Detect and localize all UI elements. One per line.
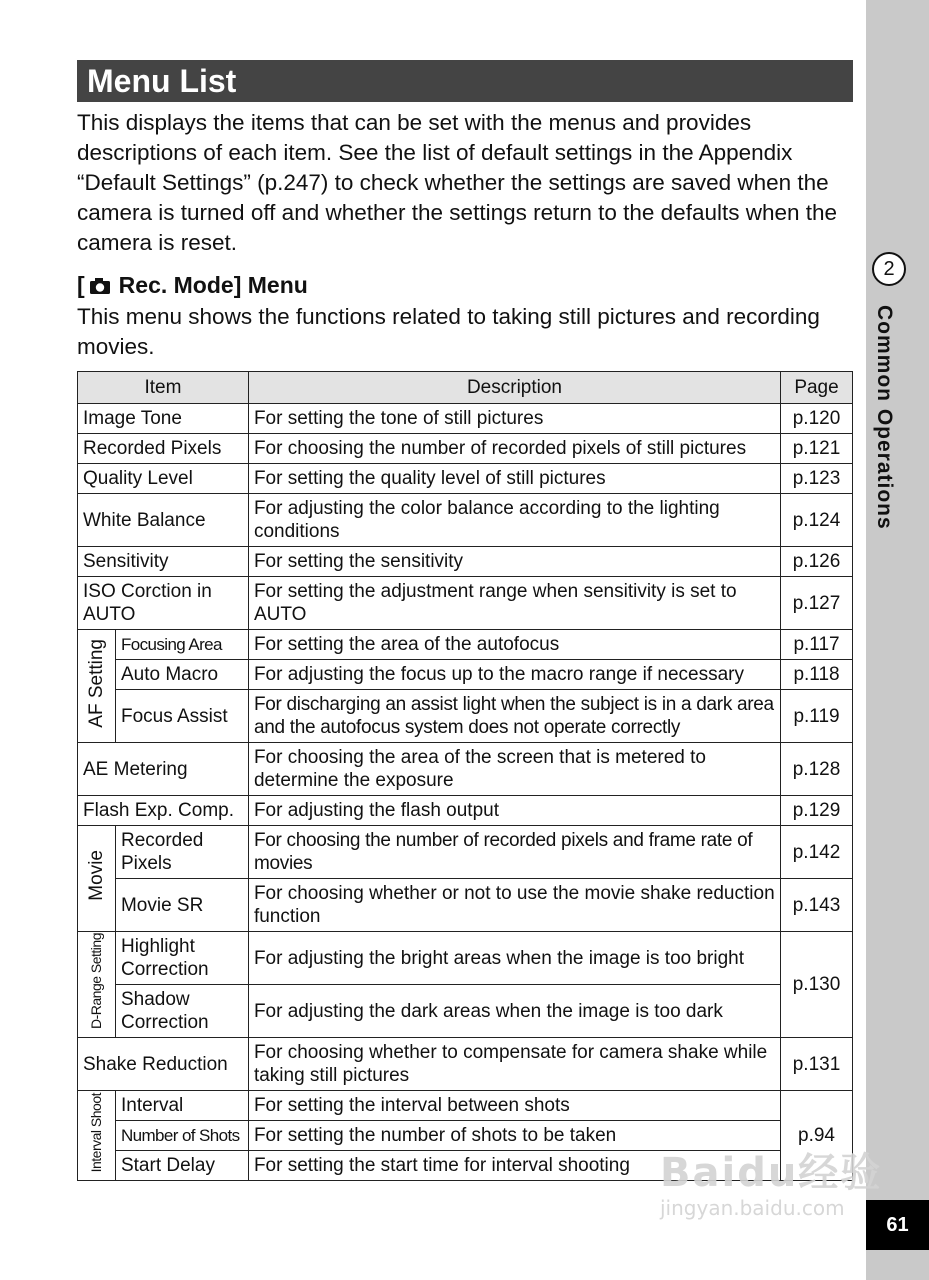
table-row bbox=[78, 1091, 853, 1121]
table-header-row bbox=[78, 372, 853, 404]
item-cell: Focus Assist bbox=[115, 690, 248, 743]
chapter-title: Common Operations bbox=[873, 305, 896, 530]
header-page: Page bbox=[781, 372, 853, 404]
header-description: Description bbox=[248, 372, 780, 404]
description-cell: For setting the adjustment range when sensitivity is set to AUTO bbox=[248, 577, 780, 630]
page-cell: p.123 bbox=[781, 464, 853, 494]
group-label-cell bbox=[78, 630, 116, 743]
page-cell: p.127 bbox=[781, 577, 853, 630]
table-row bbox=[78, 743, 853, 796]
table-row bbox=[78, 1121, 853, 1151]
page-cell: p.128 bbox=[781, 743, 853, 796]
page-cell: p.120 bbox=[781, 404, 853, 434]
description-cell: For choosing whether to compensate for camera shake while taking still pictures bbox=[248, 1038, 780, 1091]
group-label-cell bbox=[78, 932, 116, 1038]
table-row bbox=[78, 932, 853, 985]
table-row bbox=[78, 494, 853, 547]
header-item: Item bbox=[78, 372, 249, 404]
description-cell: For adjusting the bright areas when the image is too bright bbox=[248, 932, 780, 985]
watermark-url: jingyan.baidu.com bbox=[660, 1196, 845, 1220]
watermark-logo: Baidu经验 bbox=[660, 1150, 883, 1196]
page-cell: p.117 bbox=[781, 630, 853, 660]
description-cell: For adjusting the color balance according to the lighting conditions bbox=[248, 494, 780, 547]
item-cell: Number of Shots bbox=[115, 1121, 248, 1151]
page-cell: p.118 bbox=[781, 660, 853, 690]
table-row bbox=[78, 434, 853, 464]
camera-icon bbox=[89, 277, 111, 295]
group-label: Interval Shoot bbox=[87, 1092, 104, 1173]
table-row bbox=[78, 690, 853, 743]
item-cell: Highlight Correction bbox=[115, 932, 248, 985]
group-label: D-Range Setting bbox=[87, 933, 104, 1030]
description-cell: For choosing the number of recorded pixels of still pictures bbox=[248, 434, 780, 464]
item-cell: Start Delay bbox=[115, 1151, 248, 1181]
page-cell: p.131 bbox=[781, 1038, 853, 1091]
table-row bbox=[78, 547, 853, 577]
page-cell: p.121 bbox=[781, 434, 853, 464]
description-cell: For setting the start time for interval shooting bbox=[248, 1151, 780, 1181]
item-cell: Shake Reduction bbox=[78, 1038, 249, 1091]
description-cell: For adjusting the focus up to the macro range if necessary bbox=[248, 660, 780, 690]
page-cell: p.119 bbox=[781, 690, 853, 743]
page-cell: p.130 bbox=[781, 932, 853, 1038]
subsection-heading bbox=[77, 272, 308, 299]
description-cell: For discharging an assist light when the subject is in a dark area and the autofocus system does not operate correctly bbox=[248, 690, 780, 743]
description-cell: For setting the interval between shots bbox=[248, 1091, 780, 1121]
item-cell: Movie SR bbox=[115, 879, 248, 932]
description-cell: For setting the tone of still pictures bbox=[248, 404, 780, 434]
item-cell: Image Tone bbox=[78, 404, 249, 434]
table-row bbox=[78, 1038, 853, 1091]
page-cell: p.124 bbox=[781, 494, 853, 547]
subsection-intro: This menu shows the functions related to taking still pictures and recording movies. bbox=[77, 304, 820, 359]
description-cell: For setting the area of the autofocus bbox=[248, 630, 780, 660]
description-cell: For setting the number of shots to be taken bbox=[248, 1121, 780, 1151]
table-row bbox=[78, 404, 853, 434]
section-intro: This displays the items that can be set with the menus and provides descriptions of each item. See the list of default settings in the Appendix “Default Settings” (p.247) to check whether the settings are saved when the camera is turned off and whether the settings return to the defaults when the camera is reset. bbox=[77, 110, 838, 255]
page-cell: p.142 bbox=[781, 826, 853, 879]
description-cell: For adjusting the dark areas when the image is too dark bbox=[248, 985, 780, 1038]
item-cell: Shadow Correction bbox=[115, 985, 248, 1038]
table-row bbox=[78, 660, 853, 690]
description-cell: For choosing the area of the screen that is metered to determine the exposure bbox=[248, 743, 780, 796]
item-cell: Recorded Pixels bbox=[78, 434, 249, 464]
page-cell: p.143 bbox=[781, 879, 853, 932]
group-label: AF Setting bbox=[85, 638, 107, 728]
page-cell: p.126 bbox=[781, 547, 853, 577]
page-cell: p.94 bbox=[781, 1091, 853, 1181]
page-cell: p.129 bbox=[781, 796, 853, 826]
item-cell: Flash Exp. Comp. bbox=[78, 796, 249, 826]
description-cell: For choosing whether or not to use the movie shake reduction function bbox=[248, 879, 780, 932]
item-cell: White Balance bbox=[78, 494, 249, 547]
menu-table bbox=[77, 371, 853, 1181]
item-cell: Sensitivity bbox=[78, 547, 249, 577]
group-label: Movie bbox=[85, 850, 107, 901]
section-title: Menu List bbox=[77, 60, 853, 102]
description-cell: For adjusting the flash output bbox=[248, 796, 780, 826]
item-cell: AE Metering bbox=[78, 743, 249, 796]
chapter-sidebar bbox=[866, 0, 929, 1280]
item-cell: Interval bbox=[115, 1091, 248, 1121]
item-cell: Recorded Pixels bbox=[115, 826, 248, 879]
description-cell: For setting the quality level of still pictures bbox=[248, 464, 780, 494]
item-cell: ISO Corction in AUTO bbox=[78, 577, 249, 630]
item-cell: Auto Macro bbox=[115, 660, 248, 690]
table-row bbox=[78, 1151, 853, 1181]
table-row bbox=[78, 630, 853, 660]
chapter-number-badge: 2 bbox=[872, 252, 906, 286]
item-cell: Quality Level bbox=[78, 464, 249, 494]
page-number: 61 bbox=[866, 1200, 929, 1250]
table-row bbox=[78, 826, 853, 879]
subsection-heading-text: Rec. Mode] Menu bbox=[118, 272, 308, 298]
table-row bbox=[78, 879, 853, 932]
table-row bbox=[78, 464, 853, 494]
group-label-cell bbox=[78, 826, 116, 932]
description-cell: For setting the sensitivity bbox=[248, 547, 780, 577]
heading-bracket: [ bbox=[77, 272, 85, 298]
table-row bbox=[78, 985, 853, 1038]
description-cell: For choosing the number of recorded pixels and frame rate of movies bbox=[248, 826, 780, 879]
table-row bbox=[78, 796, 853, 826]
table-row bbox=[78, 577, 853, 630]
item-cell: Focusing Area bbox=[115, 630, 248, 660]
group-label-cell bbox=[78, 1091, 116, 1181]
